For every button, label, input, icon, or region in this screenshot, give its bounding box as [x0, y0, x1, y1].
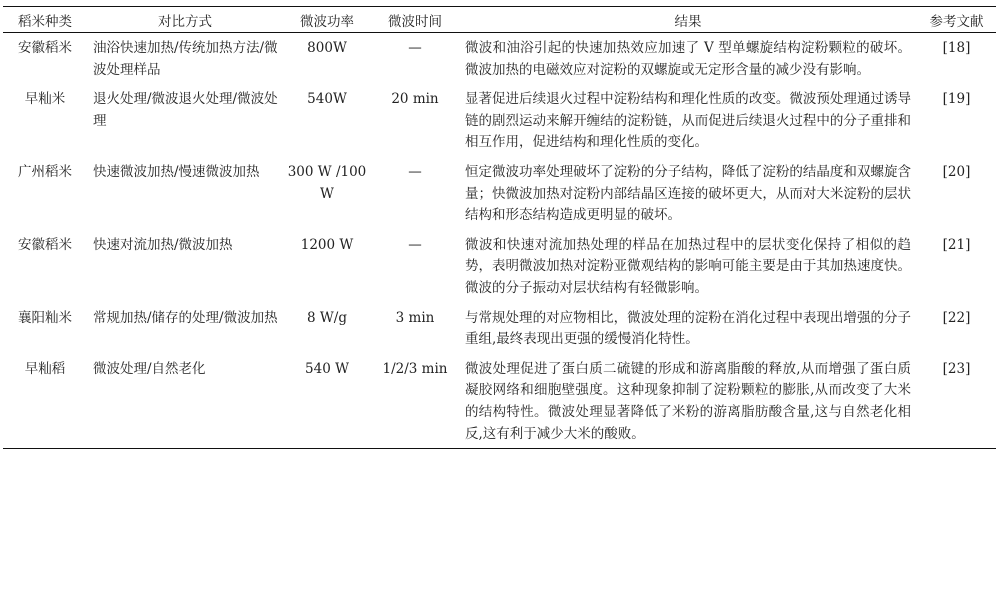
table-row — [3, 33, 996, 85]
cell-result: 显著促进后续退火过程中淀粉结构和理化性质的改变。微波预处理通过诱导链的剧烈运动来解开缠结的淀粉链，从而促进后续退火过程中的分子重排和相互作用，促进结构和理化性质的变化。 — [465, 91, 911, 151]
cell-power: 8 W/g — [307, 309, 347, 326]
cell-power: 300 W /100 W — [287, 163, 367, 202]
cell-time: 1/2/3 min — [371, 354, 459, 449]
cell-comparison: 油浴快速加热/传统加热方法/微波处理样品 — [93, 40, 278, 78]
cell-reference: [20] — [942, 163, 971, 180]
cell-result: 与常规处理的对应物相比，微波处理的淀粉在消化过程中表现出增强的分子重组,最终表现出更强的缓慢消化特性。 — [465, 309, 911, 348]
table-row — [3, 303, 996, 354]
table-row — [3, 230, 996, 303]
cell-reference: [21] — [942, 236, 971, 253]
header-comparison: 对比方式 — [87, 7, 283, 33]
cell-variety: 广州稻米 — [18, 163, 72, 180]
cell-reference: [23] — [917, 354, 996, 449]
cell-power: 1200 W — [300, 236, 354, 253]
cell-power: 540W — [307, 91, 347, 108]
cell-result: 微波处理促进了蛋白质二硫键的形成和游离脂酸的释放,从而增强了蛋白质凝胶网络和细胞壁强度。这种现象抑制了淀粉颗粒的膨胀,从而改变了大米的结构特性。微波处理显著降低了米粉的游离脂肪酸含量,这与自然老化相反,这有利于减少大米的酸败。 — [459, 354, 917, 449]
cell-comparison: 退火处理/微波退火处理/微波处理 — [93, 91, 278, 129]
cell-variety: 安徽稻米 — [18, 40, 72, 56]
header-result: 结果 — [459, 7, 917, 33]
header-reference: 参考文献 — [917, 7, 996, 33]
cell-result: 微波和油浴引起的快速加热效应加速了 V 型单螺旋结构淀粉颗粒的破坏。微波加热的电磁效应对淀粉的双螺旋或无定形含量的减少没有影响。 — [465, 40, 911, 78]
header-time: 微波时间 — [371, 7, 459, 33]
cell-comparison: 常规加热/储存的处理/微波加热 — [93, 309, 278, 326]
cell-reference: [18] — [942, 40, 971, 56]
cell-power: 540 W — [283, 354, 371, 449]
comparison-table — [3, 6, 996, 449]
header-power: 微波功率 — [283, 7, 371, 33]
cell-reference: [22] — [942, 309, 971, 326]
cell-reference: [19] — [942, 91, 971, 108]
table-row — [3, 157, 996, 230]
cell-time: — — [408, 236, 422, 253]
cell-time: — — [408, 163, 422, 180]
table-header-row — [3, 7, 996, 33]
cell-comparison: 快速对流加热/微波加热 — [93, 236, 233, 253]
cell-comparison: 微波处理/自然老化 — [87, 354, 283, 449]
cell-variety: 早籼稻 — [3, 354, 87, 449]
cell-time: — — [408, 40, 422, 56]
table-row — [3, 354, 996, 449]
cell-time: 3 min — [395, 309, 435, 326]
cell-variety: 早籼米 — [24, 91, 66, 108]
header-variety: 稻米种类 — [3, 7, 87, 33]
cell-result: 恒定微波功率处理破坏了淀粉的分子结构，降低了淀粉的结晶度和双螺旋含量；快微波加热对淀粉内部结晶区连接的破坏更大，从而对大米淀粉的层状结构和形态结构造成更明显的破坏。 — [465, 163, 911, 224]
cell-time: 20 min — [391, 91, 439, 108]
cell-comparison: 快速微波加热/慢速微波加热 — [93, 163, 260, 180]
cell-variety: 襄阳籼米 — [18, 309, 72, 326]
cell-result: 微波和快速对流加热处理的样品在加热过程中的层状变化保持了相似的趋势，表明微波加热对淀粉亚微观结构的影响可能主要是由于其加热速度快。微波的分子振动对层状结构有轻微影响。 — [465, 236, 911, 296]
cell-power: 800W — [307, 40, 347, 56]
table-row — [3, 84, 996, 157]
cell-variety: 安徽稻米 — [18, 236, 72, 253]
